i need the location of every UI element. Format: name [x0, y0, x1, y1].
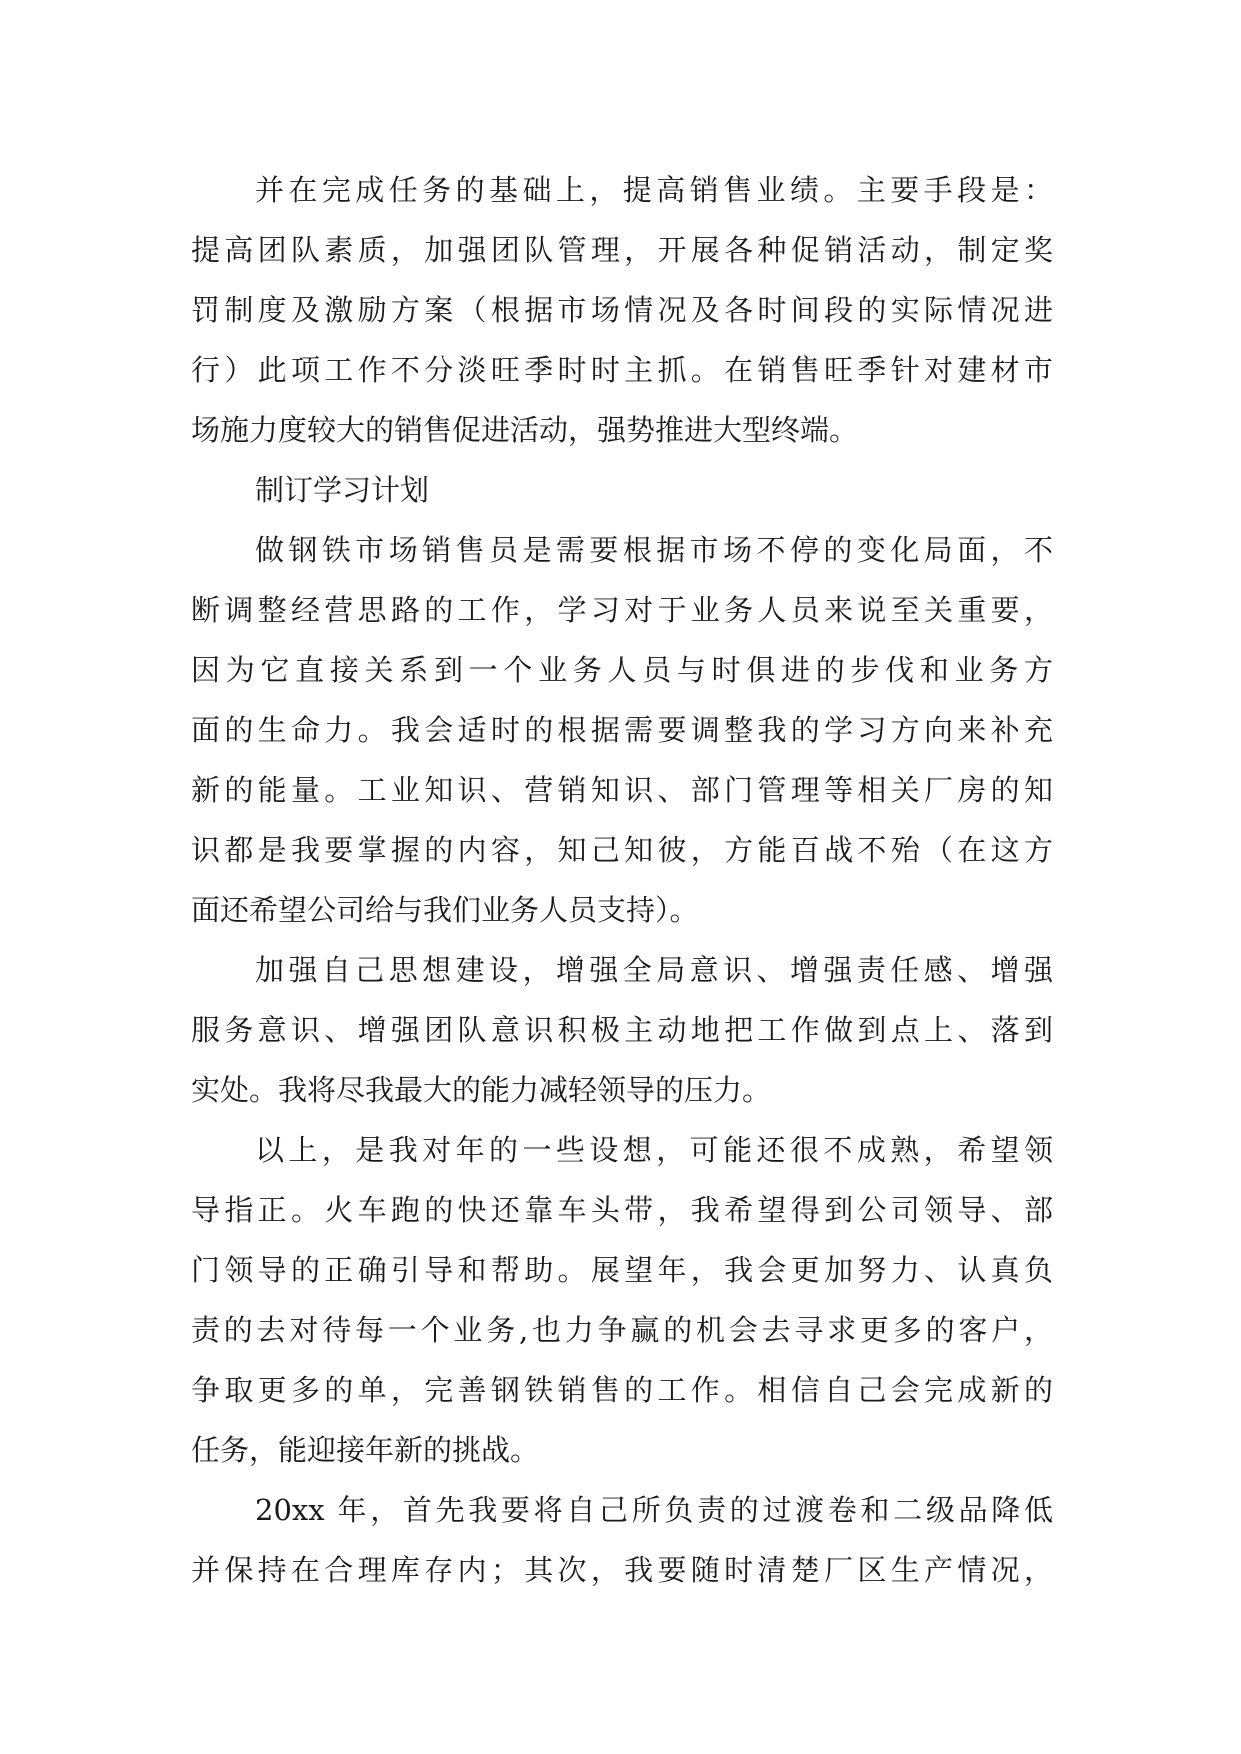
- text-line: 服务意识、增强团队意识积极主动地把工作做到点上、落到: [191, 1013, 1053, 1047]
- text-line: 任务，能迎接年新的挑战。: [191, 1433, 540, 1467]
- text-line: 加强自己思想建设，增强全局意识、增强责任感、增强: [255, 953, 1053, 987]
- text-line: 罚制度及激励方案（根据市场情况及各时间段的实际情况进: [191, 293, 1053, 327]
- text-line: 提高团队素质，加强团队管理，开展各种促销活动，制定奖: [191, 233, 1053, 267]
- text-line: 20xx 年，首先我要将自己所负责的过渡卷和二级品降低: [255, 1493, 1053, 1527]
- text-line: 行）此项工作不分淡旺季时时主抓。在销售旺季针对建材市: [191, 353, 1053, 387]
- text-line: 做钢铁市场销售员是需要根据市场不停的变化局面，不: [255, 533, 1053, 567]
- text-line: 实处。我将尽我最大的能力减轻领导的压力。: [191, 1073, 772, 1107]
- document-body: [191, 160, 1053, 1600]
- text-line: 门领导的正确引导和帮助。展望年，我会更加努力、认真负: [191, 1253, 1053, 1287]
- text-line: 面还希望公司给与我们业务人员支持）。: [191, 893, 699, 927]
- text-line: 责的去对待每一个业务,也力争赢的机会去寻求更多的客户，: [191, 1313, 1053, 1347]
- text-line: 并在完成任务的基础上，提高销售业绩。主要手段是：: [255, 173, 1053, 207]
- text-line: 导指正。火车跑的快还靠车头带，我希望得到公司领导、部: [191, 1193, 1053, 1227]
- text-line: 识都是我要掌握的内容，知己知彼，方能百战不殆（在这方: [191, 833, 1053, 867]
- text-line: 制订学习计划: [255, 473, 430, 507]
- text-line: 断调整经营思路的工作，学习对于业务人员来说至关重要，: [191, 593, 1053, 627]
- text-line: 争取更多的单，完善钢铁销售的工作。相信自己会完成新的: [191, 1373, 1053, 1407]
- text-line: 面的生命力。我会适时的根据需要调整我的学习方向来补充: [191, 713, 1053, 747]
- text-line: 以上，是我对年的一些设想，可能还很不成熟，希望领: [255, 1133, 1053, 1167]
- text-line: 因为它直接关系到一个业务人员与时俱进的步伐和业务方: [191, 653, 1053, 687]
- text-line: 新的能量。工业知识、营销知识、部门管理等相关厂房的知: [191, 773, 1053, 807]
- text-line: 并保持在合理库存内；其次，我要随时清楚厂区生产情况，: [191, 1553, 1053, 1587]
- text-line: 场施力度较大的销售促进活动，强势推进大型终端。: [191, 413, 859, 447]
